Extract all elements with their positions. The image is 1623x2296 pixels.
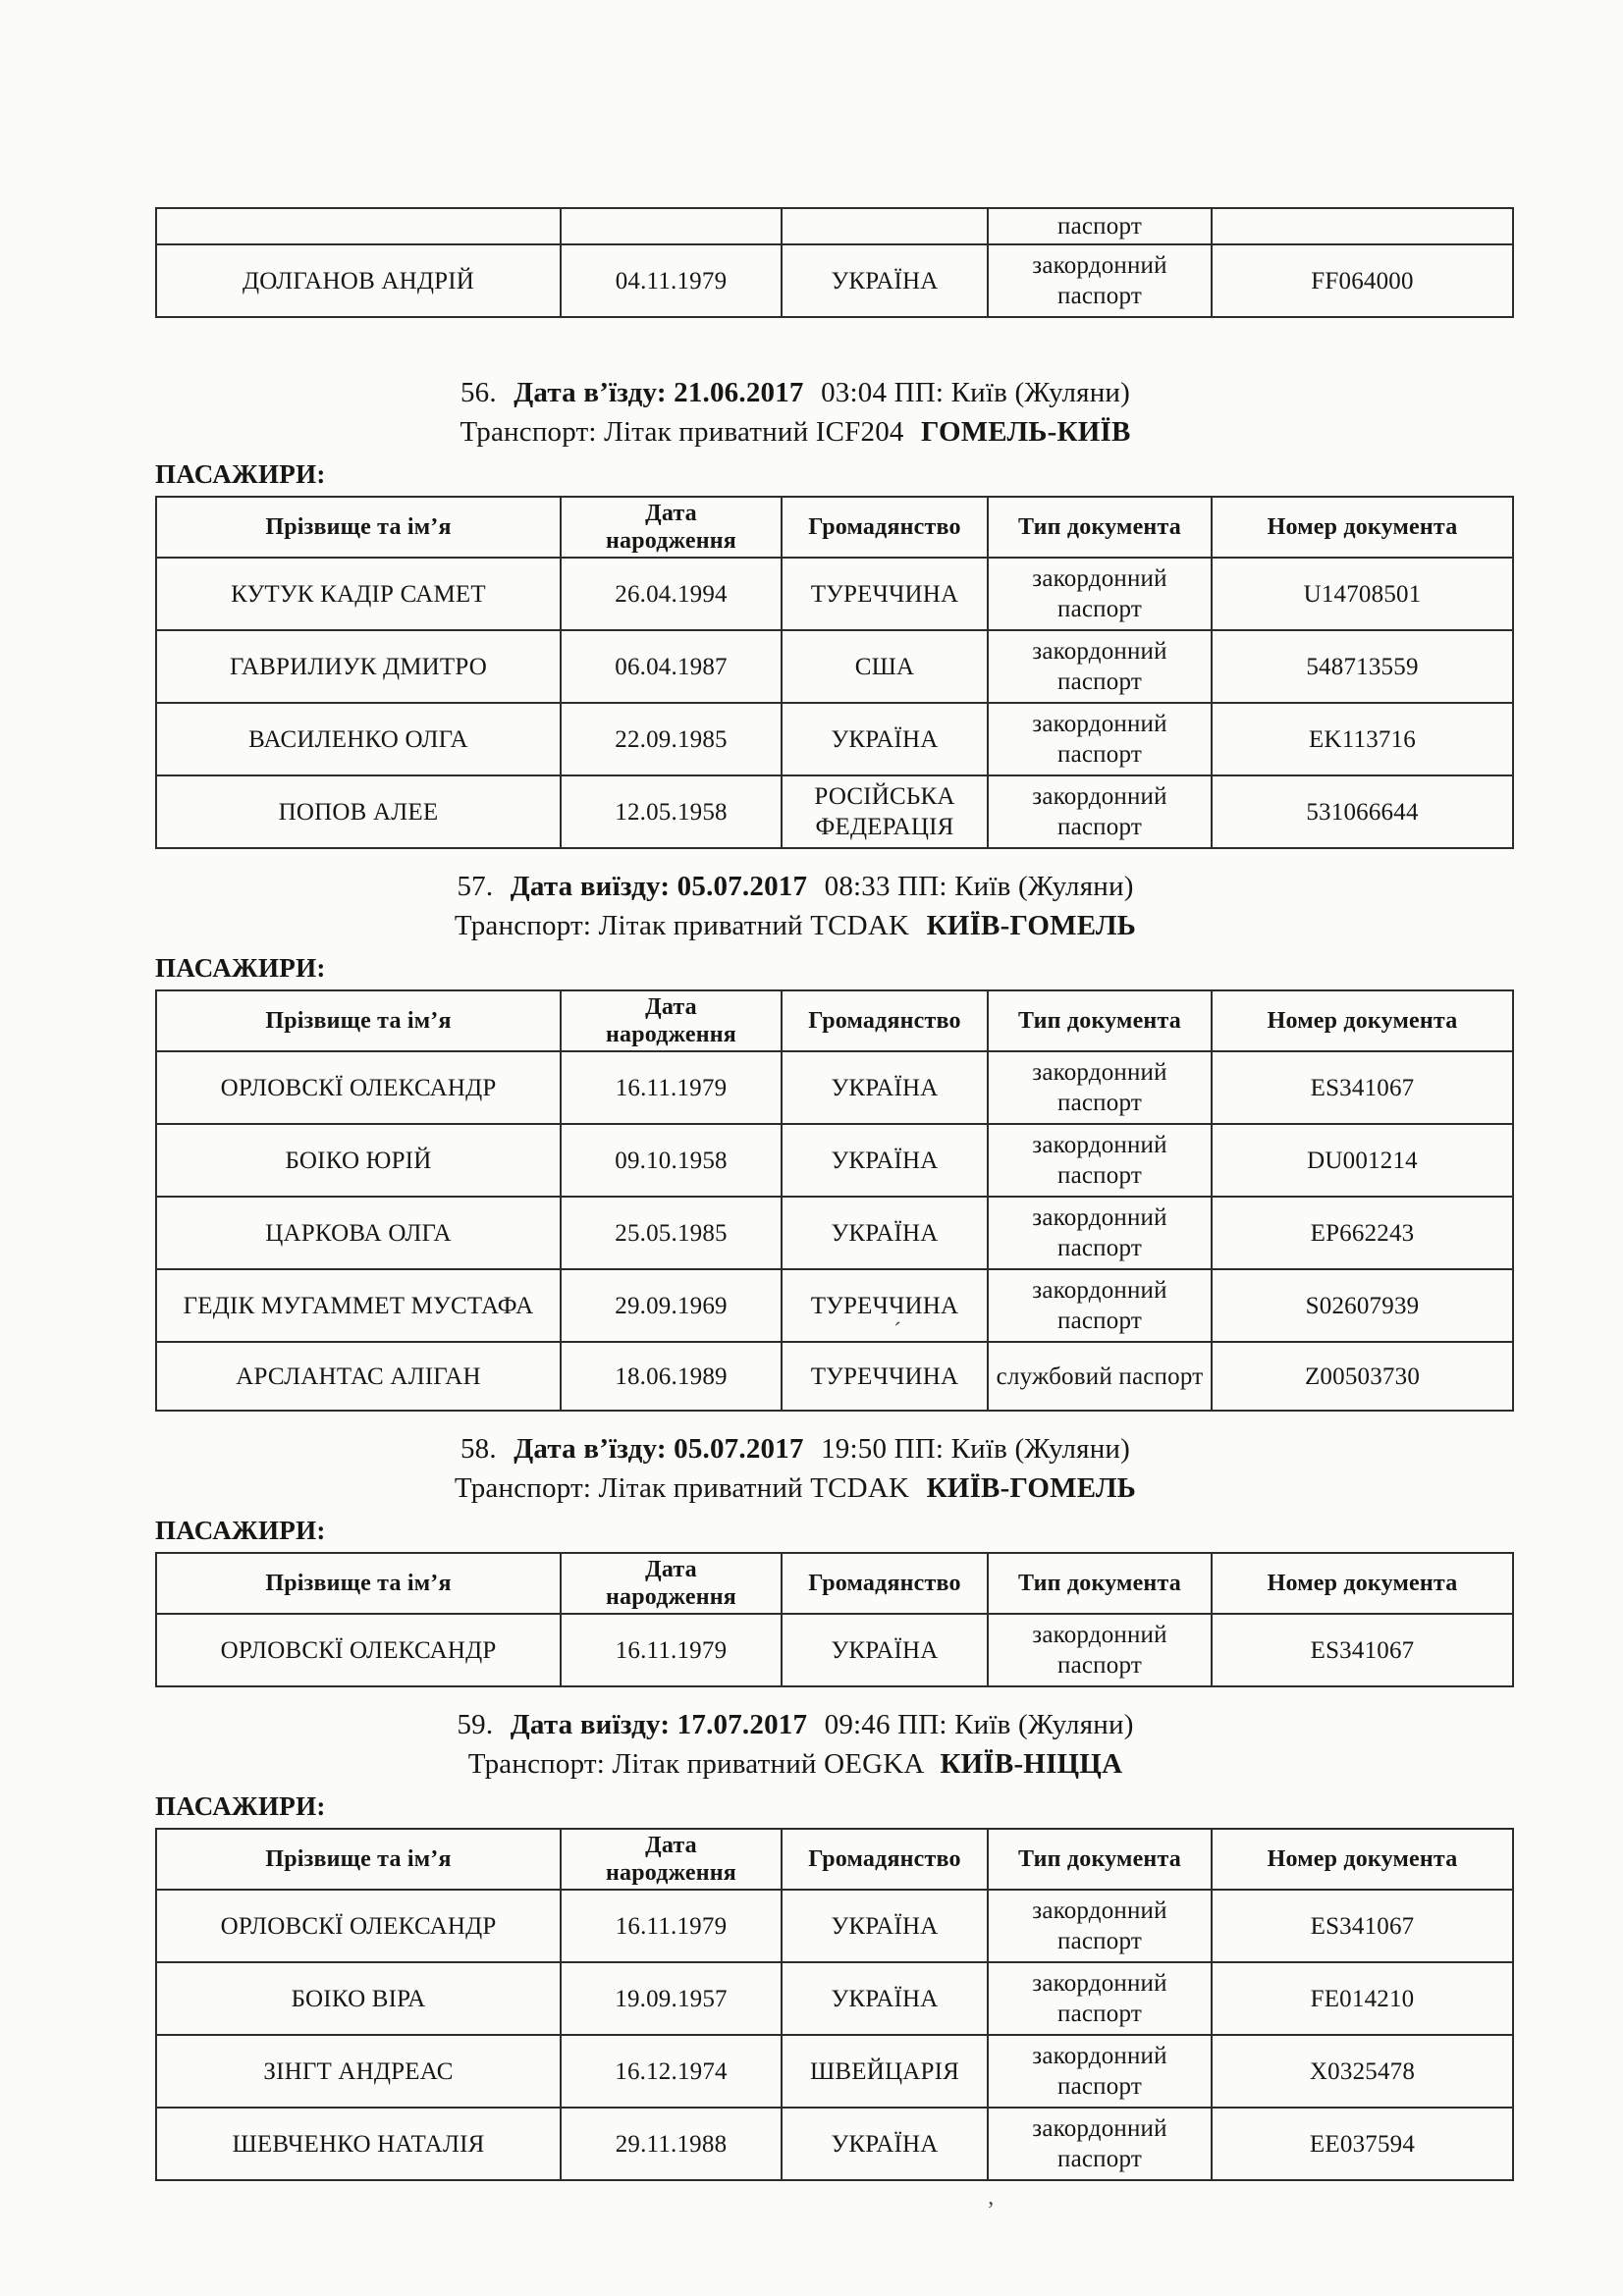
column-header-birth-date: Дата народження [561, 1553, 782, 1614]
doc-type-cell: закордонний паспорт [988, 2108, 1212, 2180]
travel-record-section [155, 1705, 1512, 2181]
record-heading [155, 867, 1512, 906]
travel-record-section [155, 867, 1512, 1412]
doc-type-cell: закордонний паспорт [988, 1124, 1212, 1197]
citizenship-cell: США [782, 630, 988, 703]
birth-date-cell: 12.05.1958 [561, 775, 782, 848]
column-header-doc-number: Номер документа [1212, 990, 1513, 1051]
table-header-row [156, 1553, 1513, 1614]
passenger-row [156, 1197, 1513, 1269]
passenger-row [156, 1614, 1513, 1686]
record-time-checkpoint: 08:33 ПП: Київ (Жуляни) [824, 871, 1134, 902]
column-header-doc-number: Номер документа [1212, 497, 1513, 558]
citizenship-cell: УКРАЇНА [782, 1890, 988, 1962]
travel-record-section [155, 1429, 1512, 1687]
citizenship-cell: УКРАЇНА [782, 1962, 988, 2035]
citizenship-cell: УКРАЇНА [782, 1614, 988, 1686]
doc-type-cell: закордонний паспорт [988, 630, 1212, 703]
passenger-row [156, 1124, 1513, 1197]
doc-number-cell: S02607939 [1212, 1269, 1513, 1342]
birth-date-cell: 18.06.1989 [561, 1342, 782, 1411]
doc-type-cell: закордонний паспорт [988, 1614, 1212, 1686]
route: ГОМЕЛЬ-КИЇВ [921, 416, 1131, 448]
passenger-row [156, 1342, 1513, 1411]
doc-type-cell: закордонний паспорт [988, 1051, 1212, 1124]
column-header-doc-type: Тип документа [988, 497, 1212, 558]
column-header-doc-number: Номер документа [1212, 1829, 1513, 1890]
record-time-checkpoint: 03:04 ПП: Київ (Жуляни) [821, 377, 1131, 408]
doc-type-cell: паспорт [988, 208, 1212, 244]
passenger-table-body [156, 1614, 1513, 1686]
name-cell: ГАВРИЛИУК ДМИТРО [156, 630, 561, 703]
doc-type-cell: закордонний паспорт [988, 775, 1212, 848]
clipped-passenger-table [155, 207, 1514, 318]
birth-date-cell: 09.10.1958 [561, 1124, 782, 1197]
name-cell: ОРЛОВСКЇ ОЛЕКСАНДР [156, 1614, 561, 1686]
doc-number-cell: 548713559 [1212, 630, 1513, 703]
birth-date-cell: 29.11.1988 [561, 2108, 782, 2180]
doc-number-cell: ES341067 [1212, 1614, 1513, 1686]
record-date: Дата в’їзду: 21.06.2017 [514, 377, 804, 408]
birth-date-cell: 16.11.1979 [561, 1051, 782, 1124]
doc-number-cell: X0325478 [1212, 2035, 1513, 2108]
birth-date-cell: 26.04.1994 [561, 558, 782, 630]
doc-number-cell: EK113716 [1212, 703, 1513, 775]
name-cell: ЗІНГТ АНДРЕАС [156, 2035, 561, 2108]
record-date: Дата виїзду: 05.07.2017 [510, 871, 808, 902]
column-header-name: Прізвище та ім’я [156, 497, 561, 558]
doc-number-cell: EP662243 [1212, 1197, 1513, 1269]
name-cell: ДОЛГАНОВ АНДРІЙ [156, 244, 561, 317]
doc-type-cell: закордонний паспорт [988, 1269, 1212, 1342]
doc-number-cell: EE037594 [1212, 2108, 1513, 2180]
name-cell: КУТУК КАДІР САМЕТ [156, 558, 561, 630]
column-header-citizenship: Громадянство [782, 990, 988, 1051]
citizenship-cell: УКРАЇНА [782, 703, 988, 775]
citizenship-cell: УКРАЇНА [782, 1051, 988, 1124]
table-header-row [156, 990, 1513, 1051]
passenger-row [156, 2035, 1513, 2108]
passenger-row [156, 775, 1513, 848]
record-time-checkpoint: 19:50 ПП: Київ (Жуляни) [821, 1433, 1131, 1465]
doc-number-cell: Z00503730 [1212, 1342, 1513, 1411]
passengers-label: ПАСАЖИРИ: [155, 459, 326, 489]
column-header-birth-date: Дата народження [561, 497, 782, 558]
table-header-row [156, 1829, 1513, 1890]
doc-type-cell: закордонний паспорт [988, 703, 1212, 775]
birth-date-cell: 19.09.1957 [561, 1962, 782, 2035]
passengers-label: ПАСАЖИРИ: [155, 1791, 326, 1821]
scan-artifact: ’ [987, 2198, 995, 2223]
doc-number-cell: 531066644 [1212, 775, 1513, 848]
doc-number-cell: U14708501 [1212, 558, 1513, 630]
name-cell: БОІКО ЮРІЙ [156, 1124, 561, 1197]
record-number: 57. [457, 871, 494, 902]
doc-type-cell: службовий паспорт [988, 1342, 1212, 1411]
doc-number-cell: FE014210 [1212, 1962, 1513, 2035]
passenger-table-body [156, 558, 1513, 848]
column-header-citizenship: Громадянство [782, 497, 988, 558]
transport-info: Транспорт: Літак приватний ICF204 [460, 416, 904, 448]
name-cell: АРСЛАНТАС АЛІГАН [156, 1342, 561, 1411]
passenger-row [156, 630, 1513, 703]
passenger-row [156, 1051, 1513, 1124]
travel-record-sections [155, 373, 1512, 2181]
doc-type-cell: закордонний паспорт [988, 244, 1212, 317]
doc-type-cell: закордонний паспорт [988, 2035, 1212, 2108]
passenger-row [156, 1890, 1513, 1962]
birth-date-cell: 16.11.1979 [561, 1614, 782, 1686]
scan-artifact: ´ [893, 1319, 901, 1345]
passenger-row [156, 2108, 1513, 2180]
column-header-citizenship: Громадянство [782, 1553, 988, 1614]
column-header-doc-type: Тип документа [988, 1829, 1212, 1890]
column-header-doc-number: Номер документа [1212, 1553, 1513, 1614]
passenger-table-body [156, 1051, 1513, 1411]
passengers-label: ПАСАЖИРИ: [155, 1516, 326, 1545]
column-header-birth-date: Дата народження [561, 1829, 782, 1890]
record-number: 59. [457, 1709, 494, 1740]
birth-date-cell: 25.05.1985 [561, 1197, 782, 1269]
passenger-row [156, 244, 1513, 317]
name-cell: ОРЛОВСКЇ ОЛЕКСАНДР [156, 1051, 561, 1124]
name-cell: ВАСИЛЕНКО ОЛГА [156, 703, 561, 775]
citizenship-cell: РОСІЙСЬКА ФЕДЕРАЦІЯ [782, 775, 988, 848]
passenger-row [156, 1269, 1513, 1342]
doc-number-cell: FF064000 [1212, 244, 1513, 317]
citizenship-cell: УКРАЇНА [782, 2108, 988, 2180]
passenger-table [155, 989, 1514, 1412]
transport-line [155, 1744, 1512, 1784]
passengers-label: ПАСАЖИРИ: [155, 953, 326, 983]
transport-line [155, 906, 1512, 945]
doc-number-cell: ES341067 [1212, 1051, 1513, 1124]
route: КИЇВ-НІЦЦА [940, 1748, 1123, 1780]
record-time-checkpoint: 09:46 ПП: Київ (Жуляни) [824, 1709, 1134, 1740]
birth-date-cell: 29.09.1969 [561, 1269, 782, 1342]
name-cell: ШЕВЧЕНКО НАТАЛІЯ [156, 2108, 561, 2180]
birth-date-cell: 06.04.1987 [561, 630, 782, 703]
doc-type-cell: закордонний паспорт [988, 1197, 1212, 1269]
name-cell: ОРЛОВСКЇ ОЛЕКСАНДР [156, 1890, 561, 1962]
name-cell: ЦАРКОВА ОЛГА [156, 1197, 561, 1269]
citizenship-cell: УКРАЇНА [782, 244, 988, 317]
transport-info: Транспорт: Літак приватний TCDAK [454, 910, 910, 941]
doc-number-cell: ES341067 [1212, 1890, 1513, 1962]
column-header-name: Прізвище та ім’я [156, 1829, 561, 1890]
passenger-table [155, 1828, 1514, 2181]
doc-type-cell: закордонний паспорт [988, 558, 1212, 630]
route: КИЇВ-ГОМЕЛЬ [926, 910, 1137, 941]
transport-info: Транспорт: Літак приватний OEGKA [467, 1748, 923, 1780]
transport-line [155, 1468, 1512, 1508]
birth-date-cell: 16.11.1979 [561, 1890, 782, 1962]
travel-record-section [155, 373, 1512, 849]
name-cell: ГЕДІК МУГАММЕТ МУСТАФА [156, 1269, 561, 1342]
citizenship-cell [782, 208, 988, 244]
name-cell: БОІКО ВІРА [156, 1962, 561, 2035]
birth-date-cell: 22.09.1985 [561, 703, 782, 775]
birth-date-cell [561, 208, 782, 244]
citizenship-cell: ТУРЕЧЧИНА [782, 1342, 988, 1411]
record-heading [155, 1429, 1512, 1468]
citizenship-cell: ТУРЕЧЧИНА [782, 1269, 988, 1342]
passenger-table [155, 1552, 1514, 1687]
document-content [155, 0, 1512, 2181]
citizenship-cell: УКРАЇНА [782, 1197, 988, 1269]
doc-number-cell: DU001214 [1212, 1124, 1513, 1197]
doc-number-cell [1212, 208, 1513, 244]
passenger-row [156, 1962, 1513, 2035]
passenger-table-body [156, 1890, 1513, 2180]
column-header-name: Прізвище та ім’я [156, 1553, 561, 1614]
passenger-row [156, 703, 1513, 775]
transport-line [155, 412, 1512, 452]
passenger-row [156, 558, 1513, 630]
record-date: Дата виїзду: 17.07.2017 [510, 1709, 808, 1740]
record-number: 58. [460, 1433, 497, 1465]
column-header-citizenship: Громадянство [782, 1829, 988, 1890]
record-heading [155, 373, 1512, 412]
record-heading [155, 1705, 1512, 1744]
clipped-row [156, 208, 1513, 244]
column-header-doc-type: Тип документа [988, 990, 1212, 1051]
birth-date-cell: 04.11.1979 [561, 244, 782, 317]
citizenship-cell: ТУРЕЧЧИНА [782, 558, 988, 630]
doc-type-cell: закордонний паспорт [988, 1890, 1212, 1962]
column-header-name: Прізвище та ім’я [156, 990, 561, 1051]
table-header-row [156, 497, 1513, 558]
citizenship-cell: ШВЕЙЦАРІЯ [782, 2035, 988, 2108]
citizenship-cell: УКРАЇНА [782, 1124, 988, 1197]
transport-info: Транспорт: Літак приватний TCDAK [454, 1472, 910, 1504]
record-number: 56. [460, 377, 497, 408]
name-cell: ПОПОВ АЛЕЕ [156, 775, 561, 848]
name-cell [156, 208, 561, 244]
route: КИЇВ-ГОМЕЛЬ [926, 1472, 1137, 1504]
column-header-birth-date: Дата народження [561, 990, 782, 1051]
doc-type-cell: закордонний паспорт [988, 1962, 1212, 2035]
birth-date-cell: 16.12.1974 [561, 2035, 782, 2108]
record-date: Дата в’їзду: 05.07.2017 [514, 1433, 804, 1465]
passenger-table [155, 496, 1514, 849]
column-header-doc-type: Тип документа [988, 1553, 1212, 1614]
